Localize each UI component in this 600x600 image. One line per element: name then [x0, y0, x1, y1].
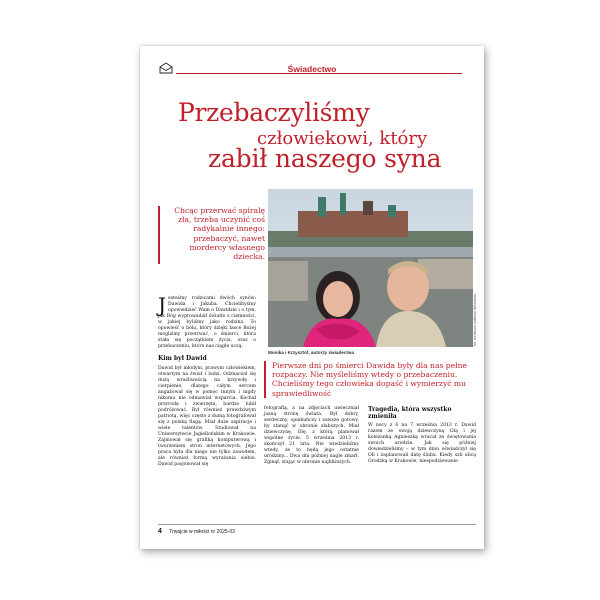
- page-footer: [158, 528, 235, 535]
- subhead-tragedia: Tragedia, która wszystko zmieniła: [368, 406, 452, 420]
- column-2: [264, 406, 359, 466]
- body-paragraph: W nocy z 6 na 7 września 2013 r. Dawid razem ze swoją dziewczyną Olą i jej koleżanką Agnieszką wracał ze świętowania swoich urodzin. Jak się później dowiedzieliśmy – w tym dniu oświadczył się Oli i zaplanowali datę ślubu. Kiedy szli ulicą Grodzką w Krakowie, niespodziewanie: [368, 423, 476, 464]
- lead-text: Chcąc przerwać spiralę zła, trzeba uczynić coś radykalnie innego: przebaczyć, nawet mordercy własnego dziecka.: [174, 206, 265, 262]
- lead-paragraph: [158, 206, 265, 264]
- column-3: [368, 406, 476, 465]
- photo-credit: fot. archiwum rodzinne Wosiakow: [473, 293, 477, 346]
- header-rule: [176, 73, 462, 74]
- title-line-2: człowiekowi, który: [257, 128, 428, 149]
- drop-cap: J: [158, 293, 167, 317]
- pull-quote-text: Pierwsze dni po śmierci Dawida były dla nas pełne rozpaczy. Nie myśleliśmy wtedy o przebaczeniu. Chcieliśmy tego człowieka dopaść i wymierzyć mu sprawiedliwość: [272, 361, 467, 398]
- pull-quote: [264, 361, 482, 398]
- magazine-page: [140, 46, 484, 549]
- subhead-kim-byl-dawid: Kim był Dawid: [158, 355, 207, 362]
- title-line-3: zabił naszego syna: [208, 144, 442, 173]
- intro-paragraph: esteśmy rodzicami dwóch synów: Dawida i Jakuba. Chcielibyśmy opowiedzieć Wam o Dawidzie i o tym, jak Bóg wyprowadził światło z ciemności, w jakiej byliśmy jako rodzina. To opowieść o bólu, który dzięki łasce Bożej mogliśmy przetrwać, o śmierci, która stała się początkiem życia, oraz o przebaczeniu, które nas ciągle uczą.: [158, 296, 256, 349]
- footer-rule: [158, 524, 476, 525]
- article-photo: [268, 189, 473, 347]
- section-label: Świadectwo: [287, 64, 337, 74]
- photo-caption: Monika i Krzysztof, autorzy świadectwa: [268, 350, 355, 355]
- column-1: [158, 293, 256, 468]
- issue-number: nr 2025-03: [210, 529, 235, 535]
- title-line-1: Przebaczyliśmy: [178, 98, 370, 127]
- body-paragraph: fotografią, a na zdjęciach uwieczniał jasną stronę świata. Był dobry, serdeczny, opiekuńczy i zawsze gotowy, by stanąć w obronie słabszych. Miał dziewczynę, Olę, z którą planował wspólne życie. 5 września 2013 r. skończył 21 lata. Nie wiedzieliśmy wtedy, że to będą jego ostatnie urodziny... Dwa dni później nagle zmarł. Zginął, stając w obronie najbliższych.: [264, 406, 359, 465]
- body-paragraph: Dawid był młodym, prawym człowiekiem, otwartym na świat i ludzi. Odznaczał się dużą wrażliwością na krzywdę i cierpienie, dlatego całym sercem angażował się w pomoc innym i nigdy nikomu nie odmawiał wsparcia. Kochał przyrodę i zwierzęta, bardzo lubił podróżować. Był również prawdziwym patriotą, więc często z dumą fotografował się z polską flagą. Miał duże aspiracje i wiele talentów. Studiował na Uniwersytecie Jagiellońskim w Krakowie. Zajmował się grafiką komputerową i tworzeniem stron internetowych. Jego praca była dla niego nie tylko zawodem, ale również formą wyrażania siebie. Dawid pasjonował się: [158, 366, 256, 467]
- magazine-name: Trwajcie w miłości: [169, 529, 210, 535]
- page-number: 4: [158, 528, 162, 535]
